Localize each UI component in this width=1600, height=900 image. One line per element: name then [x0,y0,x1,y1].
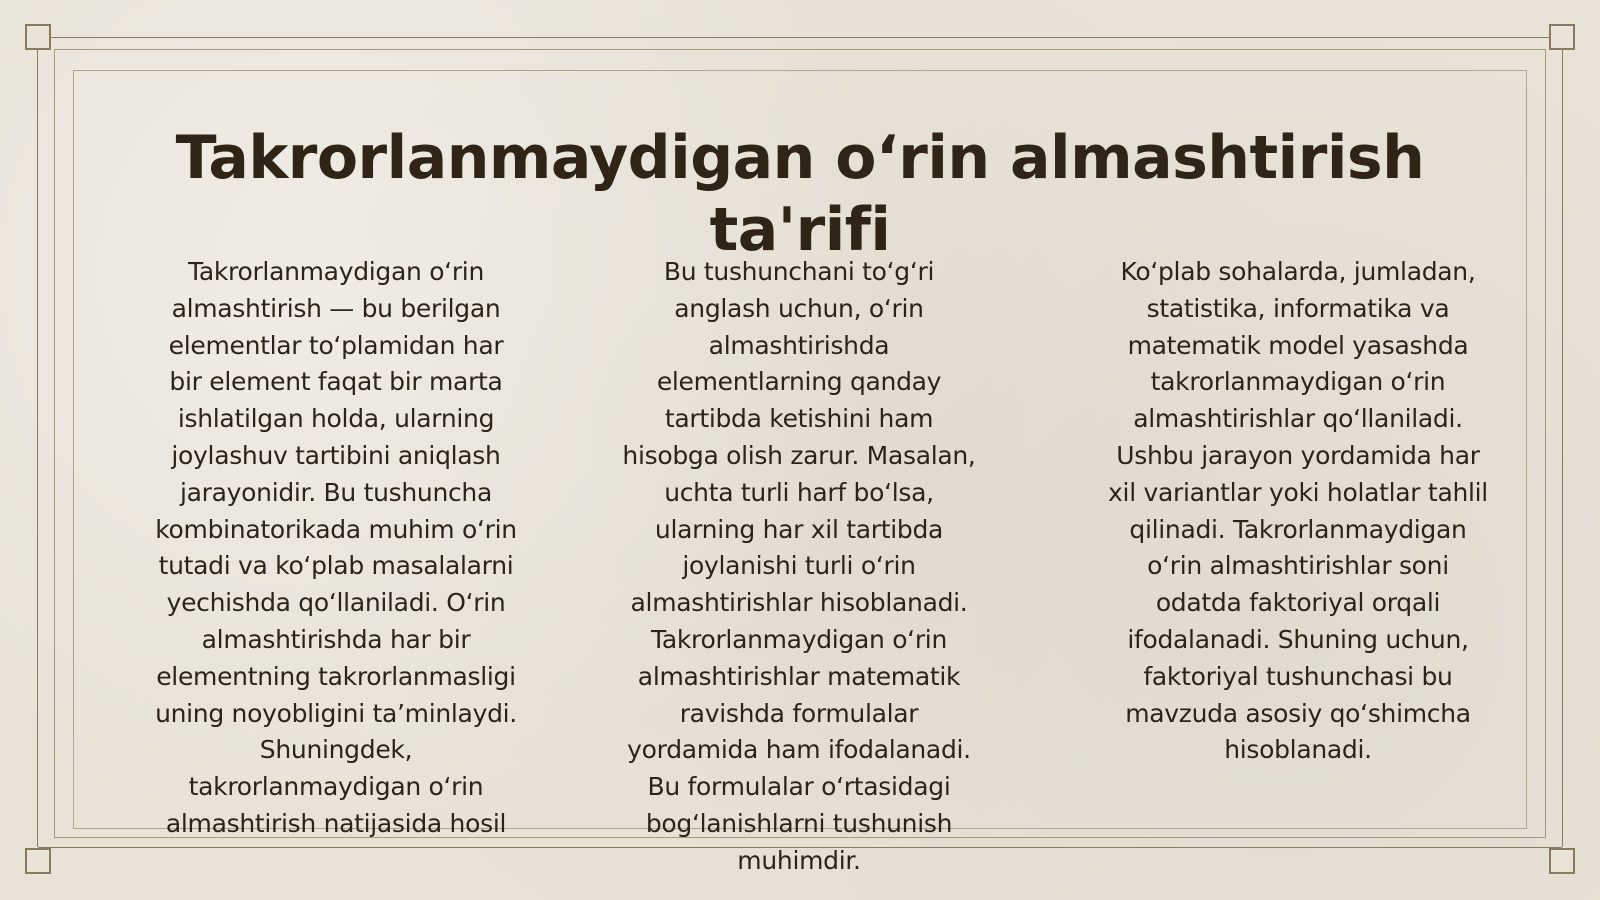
text-column-3: Ko‘plab sohalarda, jumladan, statistika, informatika va matematik model yasashda takrorlanmaydigan o‘rin almashtirishlar qo‘llaniladi. Ushbu jarayon yordamida har xil variantlar yoki holatlar tahlil qilinadi. Takrorlanmaydigan o‘rin almashtirishlar soni odatda faktoriyal orqali ifodalanadi. Shuning uchun, faktoriyal tushunchasi bu mavzuda asosiy qo‘shimcha hisoblanadi. [1108,257,1488,765]
frame-corner-top-left [25,24,51,50]
slide-title: Takrorlanmaydigan o‘rin almashtirish ta'rifi [175,123,1425,265]
frame-corner-bottom-right [1549,848,1575,874]
text-column-2: Bu tushunchani to‘g‘ri anglash uchun, o‘rin almashtirishda elementlarning qanday tartibda ketishini ham hisobga olish zarur. Masalan, uchta turli harf bo‘lsa, ularning har xil tartibda joylanishi turli o‘rin almashtirishlar hisoblanadi. Takrorlanmaydigan o‘rin almashtirishlar matematik ravishda formulalar yordamida ham ifodalanadi. Bu formulalar o‘rtasidagi bog‘lanishlarni tushunish muhimdir. [622,257,976,875]
text-column-1: Takrorlanmaydigan o‘rin almashtirish — bu berilgan elementlar to‘plamidan har bir element faqat bir marta ishlatilgan holda, ularning joylashuv tartibini aniqlash jarayonidir. Bu tushuncha kombinatorikada muhim o‘rin tutadi va ko‘plab masalalarni yechishda qo‘llaniladi. O‘rin almashtirishda har bir elementning takrorlanmasligi uning noyobligini ta’minlaydi. Shuningdek, takrorlanmaydigan o‘rin almashtirish natijasida hosil [155,257,517,838]
frame-corner-bottom-left [25,848,51,874]
frame-corner-top-right [1549,24,1575,50]
